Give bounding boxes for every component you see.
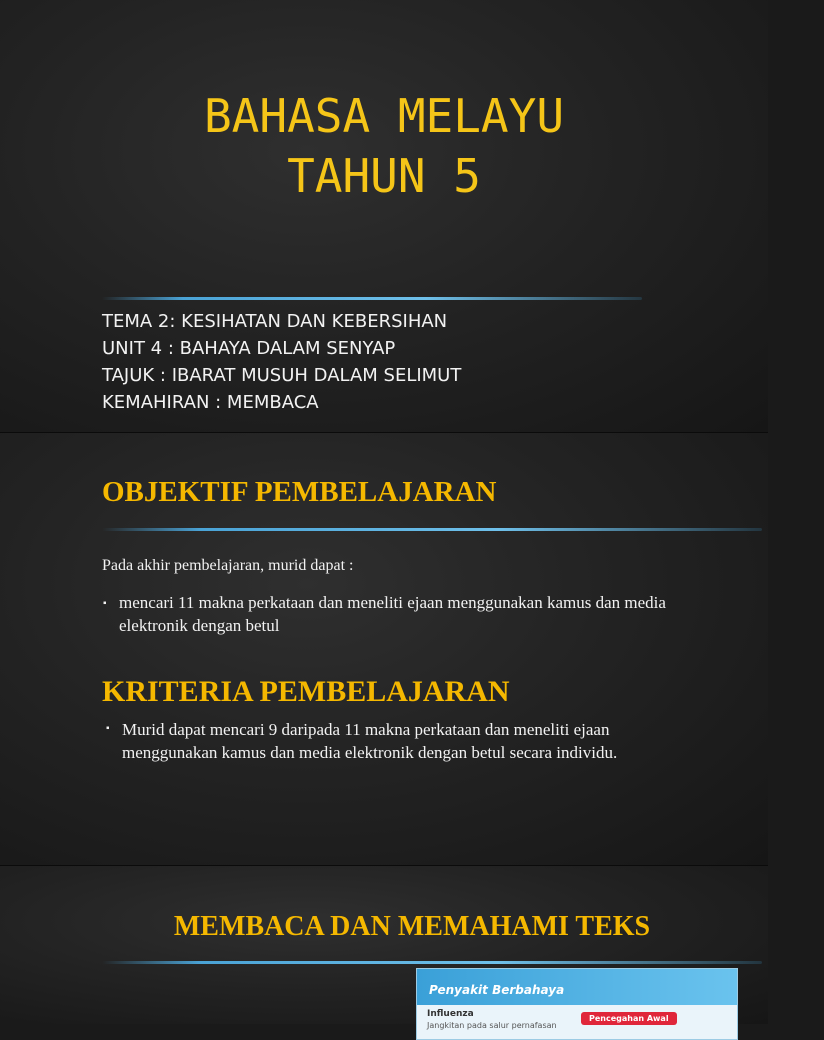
meta-tajuk: TAJUK : IBARAT MUSUH DALAM SELIMUT — [102, 365, 462, 386]
bullet-marker: ▪ — [106, 723, 110, 734]
text-thumbnail-image — [416, 968, 738, 1040]
criteria-bullet-text: Murid dapat mencari 9 daripada 11 makna perkataan dan meneliti ejaan menggunakan kamus dan media elektronik dengan betul secara individu. — [122, 720, 618, 762]
objective-divider — [102, 528, 762, 531]
slide-title-line1: BAHASA MELAYU — [203, 89, 565, 143]
title-slide — [0, 0, 768, 432]
reading-heading: MEMBACA DAN MEMAHAMI TEKS — [173, 911, 651, 942]
reading-slide — [0, 866, 768, 1030]
bullet-marker: ▪ — [103, 598, 107, 609]
objective-slide — [0, 433, 768, 865]
objective-heading: OBJEKTIF PEMBELAJARAN — [102, 476, 497, 508]
thumbnail-title: Penyakit Berbahaya — [429, 983, 565, 997]
objective-intro: Pada akhir pembelajaran, murid dapat : — [102, 557, 354, 574]
criteria-heading: KRITERIA PEMBELAJARAN — [102, 675, 510, 708]
objective-bullet-text: mencari 11 makna perkataan dan meneliti ejaan menggunakan kamus dan media elektronik dengan betul — [119, 593, 666, 635]
thumbnail-subtitle: Influenza — [427, 1009, 474, 1019]
meta-unit: UNIT 4 : BAHAYA DALAM SENYAP — [102, 338, 396, 359]
reading-divider — [102, 961, 762, 964]
slide-title-line2: TAHUN 5 — [287, 149, 481, 203]
title-divider — [102, 297, 642, 300]
meta-kemahiran: KEMAHIRAN : MEMBACA — [102, 392, 319, 413]
thumbnail-badge: Pencegahan Awal — [581, 1012, 677, 1025]
meta-tema: TEMA 2: KESIHATAN DAN KEBERSIHAN — [102, 311, 448, 332]
thumbnail-text: Jangkitan pada salur pernafasan — [427, 1021, 557, 1030]
